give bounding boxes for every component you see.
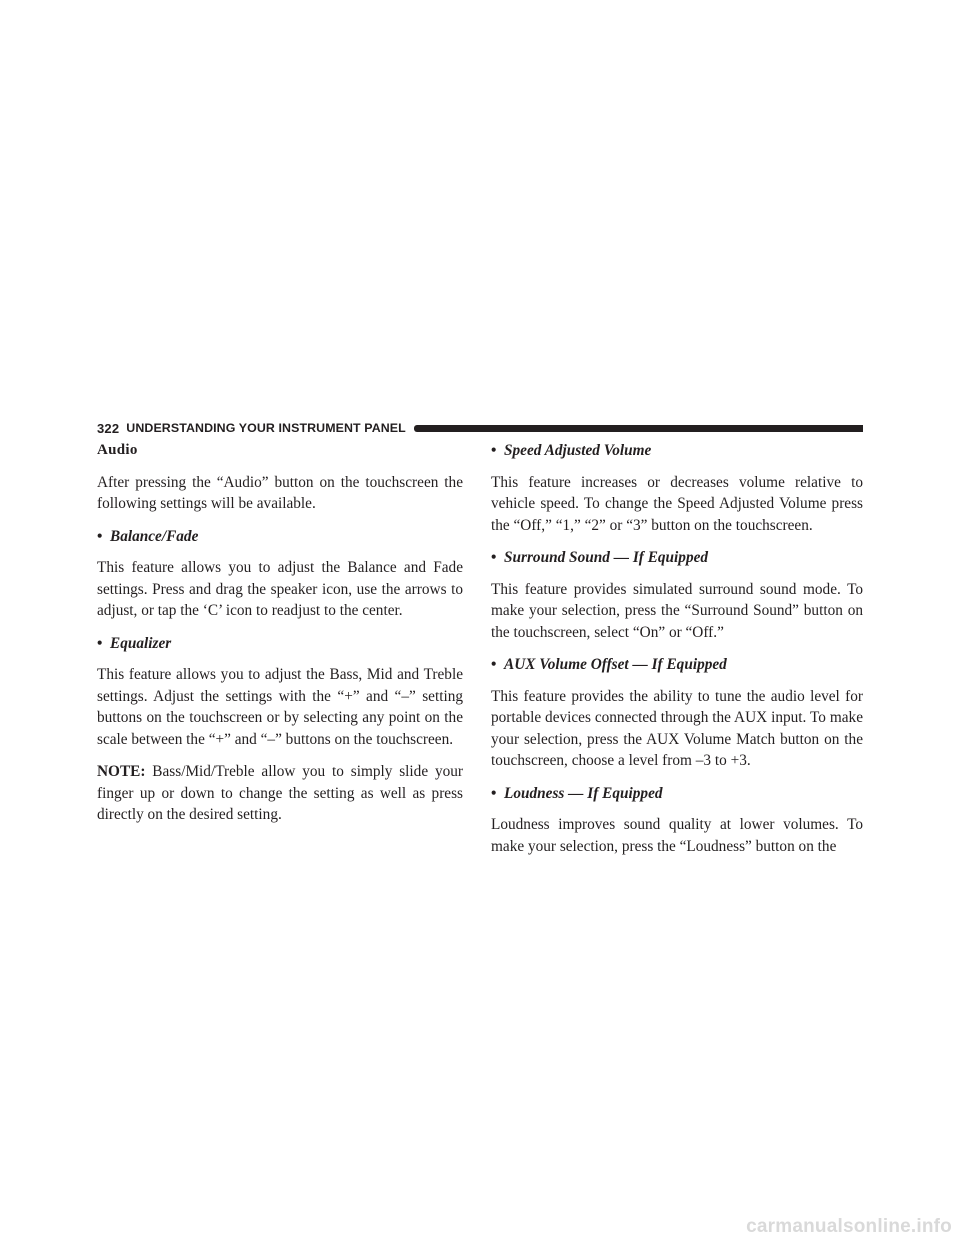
balance-fade-title: Balance/Fade (110, 527, 199, 545)
speed-adjusted-volume-title: Speed Adjusted Volume (504, 442, 652, 459)
note-text: Bass/Mid/Treble allow you to simply slide your finger up or down to change the setting as well as press directly on the desired setting. (97, 763, 463, 823)
equalizer-paragraph: This feature allows you to adjust the Bass, Mid and Treble settings. Adjust the settings with the “+” and “–” setting buttons on the touchscreen or by selecting any point on the scale between the “+” and “–” buttons on the touchscreen. (97, 666, 463, 748)
section-title: UNDERSTANDING YOUR INSTRUMENT PANEL (126, 421, 406, 435)
surround-sound-title: Surround Sound — If Equipped (504, 549, 709, 566)
bullet-icon: • (491, 442, 497, 459)
loudness-bullet (491, 783, 863, 805)
left-column (97, 440, 463, 837)
audio-intro-paragraph: After pressing the “Audio” button on the touchscreen the following settings will be available. (97, 473, 463, 512)
page-number: 322 (97, 420, 120, 436)
bullet-icon: • (491, 549, 497, 566)
balance-fade-paragraph: This feature allows you to adjust the Balance and Fade settings. Press and drag the speaker icon, use the arrows to adjust, or tap the ‘C’ icon to readjust to the center. (97, 559, 463, 619)
equalizer-bullet (97, 633, 463, 655)
aux-volume-offset-bullet (491, 654, 863, 676)
header-rule (414, 425, 863, 432)
surround-sound-bullet (491, 547, 863, 569)
aux-volume-offset-title: AUX Volume Offset — If Equipped (504, 656, 727, 673)
balance-fade-bullet (97, 526, 463, 548)
page-header (97, 419, 863, 437)
audio-heading: Audio (97, 442, 138, 458)
surround-sound-paragraph: This feature provides simulated surround sound mode. To make your selection, press the “Surround Sound” button on the touchscreen, select “On” or “Off.” (491, 580, 863, 641)
bullet-icon: • (97, 634, 103, 652)
loudness-paragraph: Loudness improves sound quality at lower volumes. To make your selection, press the “Loudness” button on the (491, 816, 863, 855)
loudness-title: Loudness — If Equipped (504, 784, 663, 802)
bullet-icon: • (491, 784, 497, 802)
note-paragraph (97, 761, 463, 826)
note-label: NOTE: (97, 763, 146, 780)
bullet-icon: • (491, 656, 497, 673)
speed-adjusted-volume-bullet (491, 440, 863, 462)
equalizer-title: Equalizer (110, 634, 172, 652)
right-column (491, 440, 863, 868)
aux-volume-offset-paragraph: This feature provides the ability to tune the audio level for portable devices connected through the AUX input. To make your selection, press the AUX Volume Match button on the touchscreen, choose a level from –3 to +3. (491, 687, 863, 769)
watermark: carmanualsonline.info (746, 1216, 952, 1237)
speed-adjusted-volume-paragraph: This feature increases or decreases volume relative to vehicle speed. To change the Speed Adjusted Volume press the “Off,” “1,” “2” or “3” button on the touchscreen. (491, 473, 863, 534)
bullet-icon: • (97, 527, 103, 545)
